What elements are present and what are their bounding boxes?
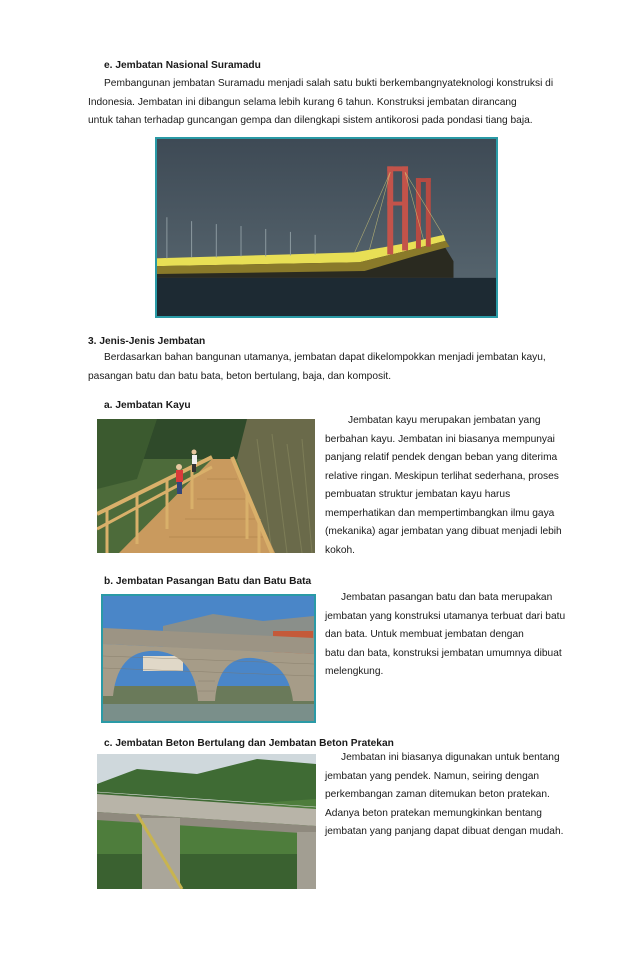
stone-bridge-photo (101, 594, 316, 723)
paragraph-line: batu dan bata, konstruksi jembatan umumnya dibuat (325, 647, 562, 659)
paragraph-line: dan bata. Untuk membuat jembatan dengan (325, 629, 524, 640)
paragraph-jenis-jembatan (88, 349, 546, 386)
paragraph-line: pasangan batu dan batu bata, beton bertulang, baja, dan komposit. (88, 370, 392, 382)
paragraph-line: Pembangunan jembatan Suramadu menjadi salah satu bukti berkembangnyateknologi konstruksi di (104, 78, 554, 89)
paragraph-line: jembatan yang pendek. Namun, seiring dengan (325, 770, 540, 782)
paragraph-line: Indonesia. Jembatan ini dibangun selama lebih kurang 6 tahun. Konstruksi jembatan dirancang (88, 96, 517, 108)
suramadu-bridge-photo (155, 137, 498, 318)
paragraph-line: melengkung. (325, 666, 384, 677)
wooden-bridge-photo (97, 419, 315, 553)
paragraph-line: kokoh. (325, 544, 356, 556)
paragraph-line: Adanya beton pratekan memungkinkan bentang (325, 807, 542, 819)
paragraph-line: Berdasarkan bahan bangunan utamanya, jembatan dapat dikelompokkan menjadi jembatan kayu, (104, 352, 546, 363)
paragraph-line: panjang relatif pendek dengan beban yang diterima (325, 452, 558, 463)
paragraph-line: Jembatan pasangan batu dan bata merupakan (341, 592, 553, 603)
heading-jenis-jembatan: 3. Jenis-Jenis Jembatan (88, 336, 206, 347)
heading-jembatan-beton: c. Jembatan Beton Bertulang dan Jembatan Beton Pratekan (104, 738, 394, 749)
paragraph-line: Jembatan kayu merupakan jembatan yang (348, 415, 541, 426)
paragraph-line: untuk tahan terhadap guncangan gempa dan dilengkapi sistem antikorosi pada pondasi tiang baja. (88, 115, 533, 126)
heading-jembatan-kayu: a. Jembatan Kayu (104, 400, 191, 411)
paragraph-line: jembatan yang panjang dapat dibuat dengan mudah. (325, 826, 564, 837)
heading-suramadu: e. Jembatan Nasional Suramadu (104, 60, 261, 71)
paragraph-line: perkembangan zaman ditemukan beton pratekan. (325, 789, 550, 800)
heading-jembatan-batu: b. Jembatan Pasangan Batu dan Batu Bata (104, 576, 312, 587)
paragraph-jembatan-beton (325, 749, 595, 842)
paragraph-jembatan-batu (325, 589, 595, 682)
paragraph-line: pembuatan struktur jembatan kayu harus (325, 489, 511, 500)
paragraph-line: jembatan yang konstruksi utamanya terbuat dari batu (325, 610, 566, 622)
paragraph-line: Jembatan ini biasanya digunakan untuk bentang (341, 752, 560, 763)
paragraph-line: relative ringan. Meskipun terlihat sederhana, proses (325, 470, 559, 482)
concrete-bridge-photo (97, 754, 316, 889)
paragraph-line: berbahan kayu. Jembatan ini biasanya mempunyai (325, 433, 555, 445)
paragraph-suramadu (88, 75, 553, 131)
paragraph-jembatan-kayu (325, 412, 585, 560)
paragraph-line: (mekanika) agar jembatan yang dibuat menjadi lebih (325, 526, 562, 537)
paragraph-line: memperhatikan dan mempertimbangkan ilmu gaya (325, 507, 555, 519)
